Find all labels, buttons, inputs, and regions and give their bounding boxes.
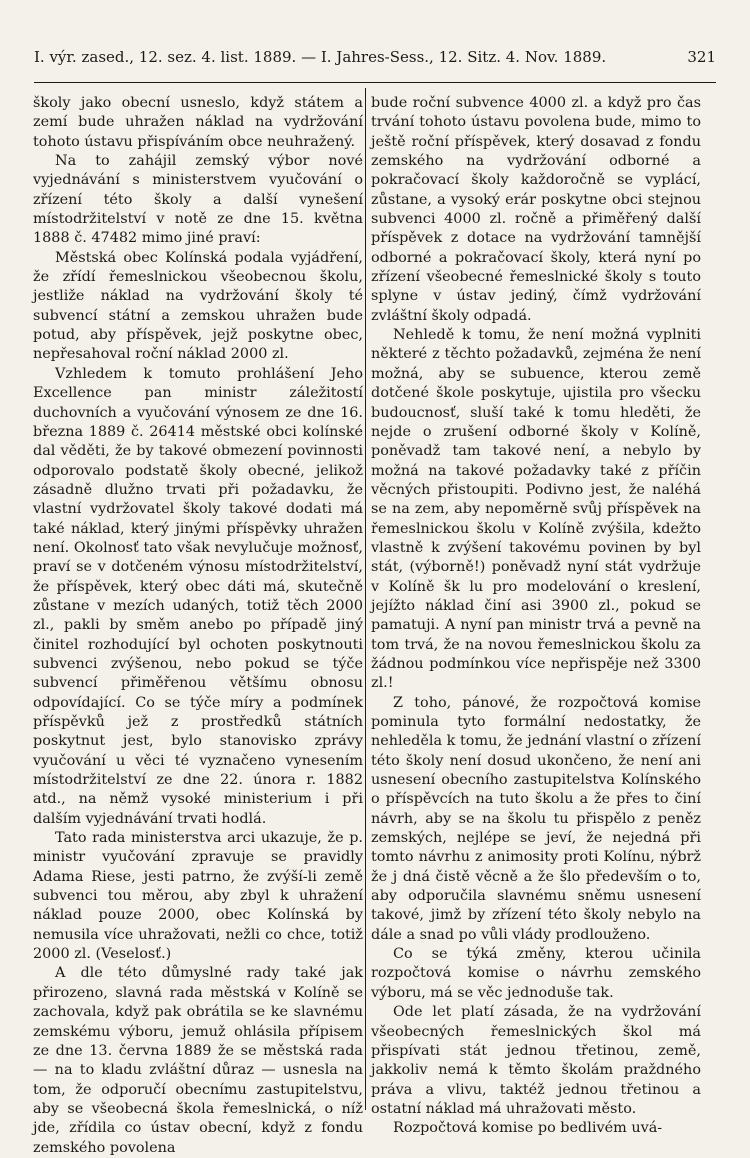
paragraph: Tato rada ministerstva arci ukazuje, že p. ministr vyučování zpravuje se pravidly Adama Riese, jesti patrno, že zvýší-li země subvenci tou měrou, aby zbyl k uhražení náklad pouze 2000, obec Kolínská by nemusila více uhražovati, nežli co chce, totiž 2000 zl. (Veselosť.) — [33, 830, 363, 963]
right-column — [371, 94, 701, 1139]
page-number: 321 — [687, 48, 716, 66]
paragraph: Z toho, pánové, že rozpočtová komise pominula tyto formální nedostatky, že nehleděla k tomu, že jednání vlastní o zřízení této školy není dosud ukončeno, že není ani usnesení obecního zastupitelstva Kolínského o příspěvcích na tuto školu a že přes to činí návrh, aby se na školu tu přispělo z peněz zemských, nejlépe se jeví, že nejedná při tomto návrhu z animosity proti Kolínu, nýbrž že j dná čistě věcně a že šlo především o to, aby odporučila slavnému sněmu usnesení takové, jimž by zřízení této školy nebylo na dále a snad po vůli vlády prodlouženo. — [371, 694, 701, 943]
left-column — [33, 94, 363, 1158]
paragraph: A dle této důmyslné rady také jak přirozeno, slavná rada městská v Kolíně se zachovala, když pak obrátila se ke slavnému zemskému výboru, jemuž ohlásila přípisem ze dne 13. června 1889 že se městská rada — na to kladu zvláštní důraz — usnesla na tom, že odporučí obecnímu zastupitelstvu, aby se všeobecná škola řemeslnická, o níž jde, zřídila co ústav obecní, když z fondu zemského povolena — [33, 965, 363, 1156]
header-rule — [34, 82, 716, 83]
paragraph: Co se týká změny, kterou učinila rozpočtová komise o návrhu zemského výboru, má se věc jednoduše tak. — [371, 946, 701, 1001]
paragraph: Na to zahájil zemský výbor nové vyjednávání s ministerstvem vyučování o zřízení této školy a další vynešení místodržitelství v notě ze dne 15. května 1888 č. 47482 mimo jiné praví: — [33, 153, 363, 247]
paragraph: Rozpočtová komise po bedlivém uvá- — [393, 1120, 663, 1137]
paragraph: Ode let platí zásada, že na vydržování všeobecných řemeslnických škol má přispívati stát jednou třetinou, země, jakkoliv nemá k těmto školám praždného práva a vlivu, taktéž jednou třetinou a ostatní náklad má uhražovati město. — [371, 1004, 701, 1117]
running-title: I. výr. zased., 12. sez. 4. list. 1889. — I. Jahres-Sess., 12. Sitz. 4. Nov. 1889. — [34, 48, 607, 66]
column-divider — [365, 88, 366, 1110]
paragraph: Vzhledem k tomuto prohlášení Jeho Excellence pan ministr záležitostí duchovních a vyučování výnosem ze dne 16. března 1889 č. 26414 městské obci kolínské dal věděti, že by takové obmezení povinnosti odporovalo podstatě školy obecné, jelikož zásadně dlužno trvati při požadavku, že vlastní vydržovatel školy takové dodati má také náklad, který jinými příspěvky uhražen není. Okolnosť tato však nevylučuje možnosť, praví se v dotčeném výnosu místodržitelství, že příspěvek, který obec dáti má, skutečně zůstane v mezích udaných, totiž těch 2000 zl., pakli by směm anebo po případě jiný činitel rozhodující byl ochoten poskytnouti subvenci zvýšenou, nebo pokud se týče subvencí přiměřenou většímu obnosu odpovídající. Co se týče míry a podmínek příspěvků jež z prostředků státních poskytnut jest, bylo stanovisko zprávy vyučování u věci té vyznačeno vynesením místodržitelství ze dne 22. února r. 1882 atd., na němž vysoké ministerium i při dalším vyjednávání trvati hodlá. — [33, 365, 363, 827]
paragraph: Nehledě k tomu, že není možná vyplniti některé z těchto požadavků, zejména že není možná, aby se subuence, kterou země dotčené škole poskytuje, ujistila pro všecku budoucnosť, sluší také k tomu hleděti, že nejde o zrušení odborné školy v Kolíně, poněvadž tam takové není, a nebylo by možná na takové požadavky také z příčin věcných přistoupiti. Podivno jest, že naléhá se na zem, aby nepoměrně svůj příspěvek na řemeslnickou školu v Kolíně zvýšila, kdežto vlastně k zvýšení takovému povinen by byl stát, (výborně!) poněvadž nyní stát vydržuje v Kolíně šk lu pro modelování o kreslení, jejížto náklad činí asi 3900 zl., pokud se pamatuji. A nyní pan ministr trvá a pevně na tom trvá, že na novou řemeslnickou školu za žádnou podmínkou více nepřispěje než 3300 zl.! — [371, 327, 701, 692]
paragraph: bude roční subvence 4000 zl. a když pro čas trvání tohoto ústavu povolena bude, mimo to ještě roční příspěvek, který dosavad z fondu zemského na vydržování odborné a pokračovací školy každoročně se vyplácí, zůstane, a vysoký erár poskytne obci stejnou subvenci 4000 zl. ročně a přiměřený další příspěvek z dotace na vydržování tamnější odborné a pokračovací školy, která nyní po zřízení všeobecné řemeslnické školy s touto splyne v ústav jediný, čímž vydržování zvláštní školy odpadá. — [371, 95, 701, 324]
paragraph: školy jako obecní usneslo, když státem a zemí bude uhražen náklad na vydržování tohoto ústavu přispíváním obce neuhražený. — [33, 95, 363, 150]
paragraph: Městská obec Kolínská podala vyjádření, že zřídí řemeslnickou všeobecnou školu, jestliže náklad na vydržování školy té subvencí státní a zemskou uhražen bude potud, aby příspěvek, jejž poskytne obec, nepřesahoval roční náklad 2000 zl. — [33, 249, 363, 363]
